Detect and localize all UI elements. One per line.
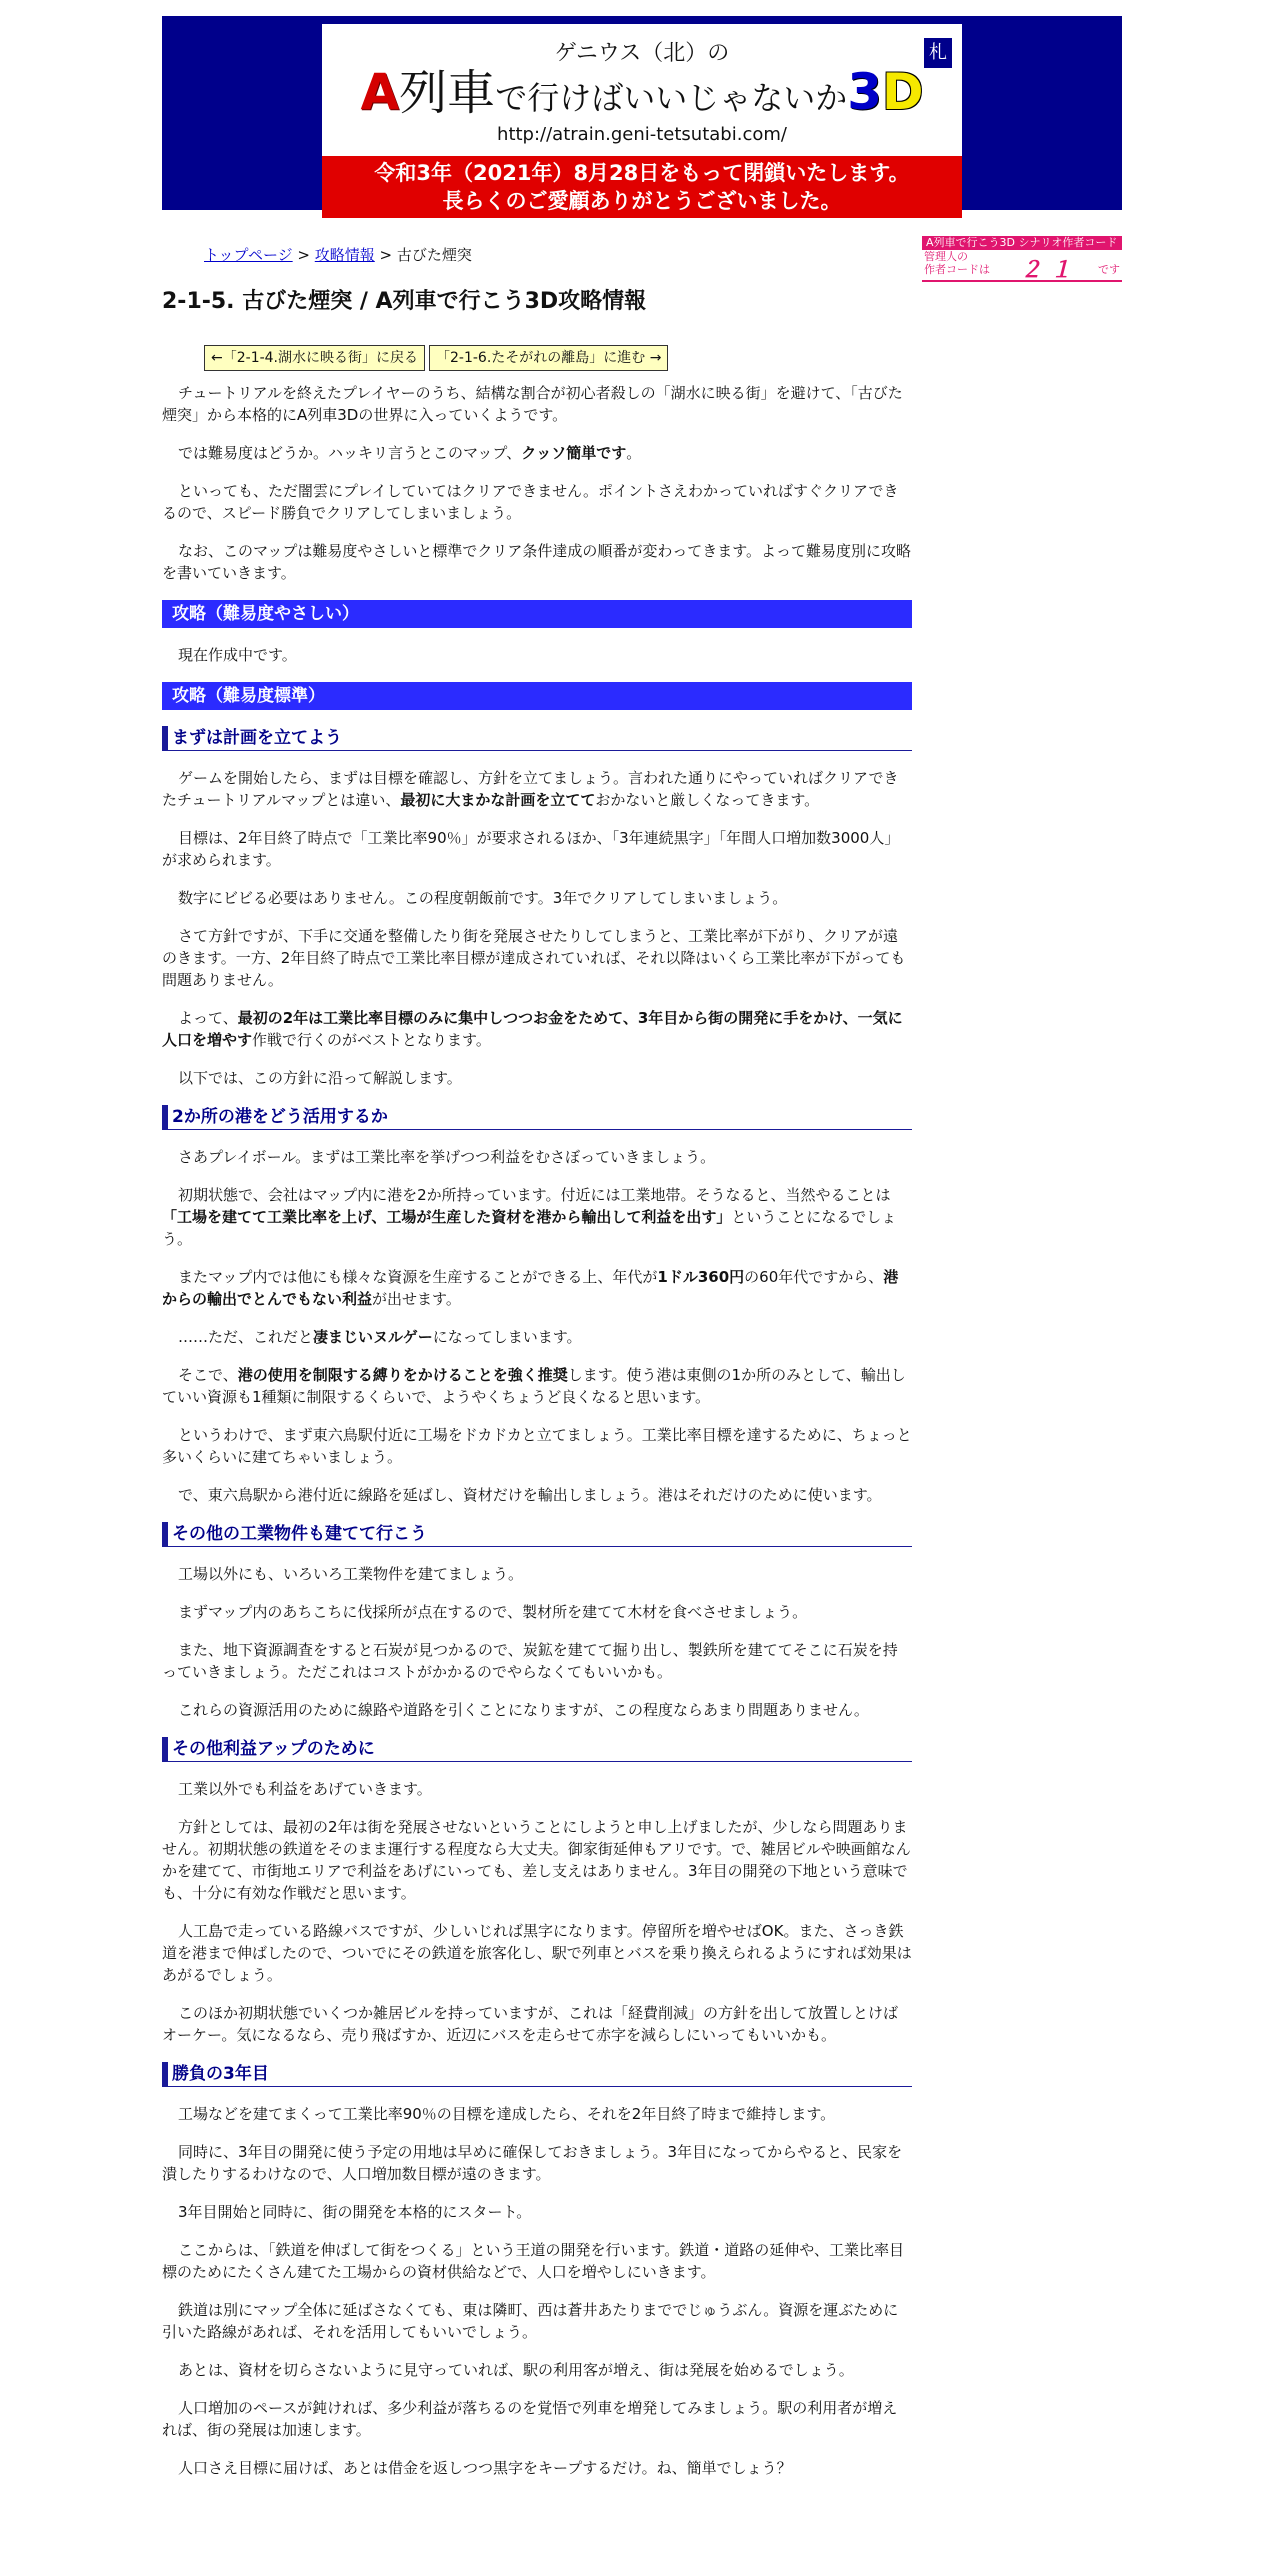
- site-title: [322, 62, 962, 128]
- text: ゲームを開始したら、まずは目標を確認し、方針を立てましょう。言われた通りにやっていればクリアできたチュートリアルマップとは違い、: [162, 769, 899, 809]
- paragraph: というわけで、まず東六鳥駅付近に工場をドカドカと立てましょう。工業比率目標を達するために、ちょっと多いくらいに建てちゃいましょう。: [162, 1426, 912, 1466]
- region-badge: 札: [924, 38, 952, 68]
- emphasis: 1ドル360円: [657, 1268, 745, 1286]
- text: が出せます。: [372, 1290, 461, 1308]
- closing-line-1: 令和3年（2021年）8月28日をもって閉鎖いたします。: [374, 161, 910, 185]
- text: 初期状態で、会社はマップ内に港を2か所持っています。付近には工業地帯。そうなると、当然やることは: [178, 1186, 891, 1204]
- prev-page-button[interactable]: ←「2-1-4.湖水に映る街」に戻る: [204, 345, 425, 371]
- breadcrumb-separator: >: [292, 246, 315, 264]
- paragraph: さあプレイボール。まずは工業比率を挙げつつ利益をむさぼっていきましょう。: [178, 1148, 716, 1166]
- site-subtitle: ゲニウス（北）の: [554, 41, 730, 66]
- intro-paragraph: チュートリアルを終えたプレイヤーのうち、結構な割合が初心者殺しの「湖水に映る街」を避けて、「古びた煙突」から本格的にA列車3Dの世界に入っていくようです。: [162, 384, 903, 424]
- text: おかないと厳しくなってきます。: [595, 791, 820, 809]
- paragraph: [162, 1266, 912, 1310]
- text: になってしまいます。: [432, 1328, 582, 1346]
- emphasis: 凄まじいヌルゲー: [313, 1328, 433, 1346]
- intro-paragraph: なお、このマップは難易度やさしいと標準でクリア条件達成の順番が変わってきます。よって難易度別に攻略を書いていきます。: [162, 542, 912, 582]
- site-banner[interactable]: [162, 16, 1122, 213]
- title-letter-d: D: [882, 63, 924, 121]
- emphasis: 最初の2年は工業比率目標のみに集中しつつお金をためて、3年目から街の開発に手をかけ、一気に人口を増やす: [162, 1009, 903, 1049]
- title-letter-a: A: [360, 63, 400, 121]
- paragraph: [162, 767, 912, 811]
- breadcrumb-current: 古びた煙突: [396, 246, 472, 264]
- emphasis: 「工場を建てて工業比率を上げ、工場が生産した資材を港から輸出して利益を出す」: [162, 1208, 732, 1226]
- paragraph: あとは、資材を切らさないように見守っていれば、駅の利用客が増え、街は発展を始めるでしょう。: [178, 2361, 854, 2379]
- scenario-code-line1: 管理人の: [924, 250, 968, 263]
- text: よって、: [178, 1009, 238, 1027]
- text: では難易度はどうか。ハッキリ言うとこのマップ、: [178, 444, 522, 462]
- text: します。使う港は東側の1か所のみとして、輸出していい資源も1種類に制限するくらいで、ようやくちょうど良くなると思います。: [162, 1366, 906, 1406]
- text: またマップ内では他にも様々な資源を生産することができる上、年代が: [178, 1268, 658, 1286]
- paragraph: 方針としては、最初の2年は街を発展させないということにしようと申し上げましたが、少しなら問題ありません。初期状態の鉄道をそのまま運行する程度なら大丈夫。御家街延伸もアリです。で、雑居ビルや映画館なんかを建てて、市街地エリアで利益をあげにいっても、差し支えはありません。3年目の開発の下地という意味でも、十分に有効な作戦だと思います。: [162, 1818, 911, 1902]
- paragraph: 現在作成中です。: [178, 646, 297, 664]
- intro-paragraph: といっても、ただ闇雲にプレイしていてはクリアできません。ポイントさえわかっていればすぐクリアできるので、スピード勝負でクリアしてしまいましょう。: [162, 482, 899, 522]
- scenario-code-header: A列車で行こう3D シナリオ作者コード: [922, 236, 1122, 250]
- paragraph: まずマップ内のあちこちに伐採所が点在するので、製材所を建てて木材を食べさせましょう。: [178, 1603, 808, 1621]
- breadcrumb-top-link[interactable]: トップページ: [204, 246, 293, 264]
- subsection-heading-ports: 2か所の港をどう活用するか: [162, 1105, 912, 1130]
- paragraph: さて方針ですが、下手に交通を整備したり街を発展させたりしてしまうと、工業比率が下がり、クリアが遠のきます。一方、2年目終了時点で工業比率目標が達成されていれば、それ以降はいくら工業比率が下がっても問題ありません。: [162, 927, 906, 989]
- section-heading-easy: 攻略（難易度やさしい）: [162, 600, 912, 628]
- title-ressha: 列車: [399, 65, 496, 121]
- scenario-code-line2: [922, 258, 1122, 283]
- paragraph: で、東六鳥駅から港付近に線路を延ばし、資材だけを輸出しましょう。港はそれだけのために使います。: [178, 1486, 882, 1504]
- breadcrumb-separator: >: [374, 246, 397, 264]
- paragraph: 人口増加のペースが鈍ければ、多少利益が落ちるのを覚悟で列車を増発してみましょう。駅の利用者が増えれば、街の発展は加速します。: [162, 2399, 898, 2439]
- intro-paragraph: [162, 442, 912, 464]
- paragraph: 工場以外にも、いろいろ工業物件を建てましょう。: [178, 1565, 524, 1583]
- scenario-code-suffix: です: [1098, 263, 1121, 276]
- closing-line-2: 長らくのご愛顧ありがとうございました。: [442, 189, 842, 213]
- paragraph: 人口さえ目標に届けば、あとは借金を返しつつ黒字をキープするだけ。ね、簡単でしょう？: [178, 2459, 792, 2477]
- closing-notice: [322, 156, 962, 218]
- banner-inner: [322, 24, 962, 213]
- emphasis: クッソ簡単です: [521, 444, 627, 462]
- scenario-code-prefix: 作者コードは: [924, 263, 990, 276]
- subsection-heading-plan: まずは計画を立てよう: [162, 726, 912, 751]
- paragraph: 鉄道は別にマップ全体に延ばさなくても、東は隣町、西は蒼井あたりまででじゅうぶん。資源を運ぶために引いた路線があれば、それを活用してもいいでしょう。: [162, 2301, 899, 2341]
- title-digit-3: 3: [847, 63, 882, 121]
- emphasis: 港からの輸出でとんでもない利益: [162, 1268, 899, 1308]
- subsection-heading-final-year: 勝負の3年目: [162, 2062, 912, 2087]
- page-title: 2-1-5. 古びた煙突 / A列車で行こう3D攻略情報: [162, 289, 647, 314]
- paragraph: 同時に、3年目の開発に使う予定の用地は早めに確保しておきましょう。3年目になってからやると、民家を潰したりするわけなので、人口増加数目標が遠のきます。: [162, 2143, 903, 2183]
- next-page-button[interactable]: 「2-1-6.たそがれの離島」に進む →: [429, 345, 668, 371]
- text: 作戦で行くのがベストとなります。: [252, 1031, 491, 1049]
- text: そこで、: [178, 1366, 238, 1384]
- scenario-code-number: ２１: [1020, 258, 1081, 283]
- paragraph: 数字にビビる必要はありません。この程度朝飯前です。3年でクリアしてしまいましょう。: [178, 889, 788, 907]
- text: ということになるでしょう。: [162, 1208, 897, 1248]
- paragraph: このほか初期状態でいくつか雑居ビルを持っていますが、これは「経費削減」の方針を出して放置しとけばオーケー。気になるなら、売り飛ばすか、近辺にバスを走らせて赤字を減らしにいってもいいかも。: [162, 2004, 899, 2044]
- paragraph: また、地下資源調査をすると石炭が見つかるので、炭鉱を建てて掘り出し、製鉄所を建ててそこに石炭を持っていきましょう。ただこれはコストがかかるのでやらなくてもいいかも。: [162, 1641, 898, 1681]
- emphasis: 港の使用を制限する縛りをかけることを強く推奨: [237, 1366, 568, 1384]
- subsection-heading-profit: その他利益アップのために: [162, 1737, 912, 1762]
- paragraph: [162, 1364, 912, 1408]
- paragraph: ここからは、「鉄道を伸ばして街をつくる」という王道の開発を行います。鉄道・道路の延伸や、工業比率目標のためにたくさん建てた工場からの資材供給などで、人口を増やしにいきます。: [162, 2241, 905, 2281]
- section-heading-standard: 攻略（難易度標準）: [162, 682, 912, 710]
- paragraph: 以下では、この方針に沿って解説します。: [178, 1069, 462, 1087]
- paragraph: 工業以外でも利益をあげていきます。: [178, 1780, 432, 1798]
- paragraph: [162, 1326, 912, 1348]
- subsection-heading-other-industry: その他の工業物件も建てて行こう: [162, 1522, 912, 1547]
- breadcrumb-guide-link[interactable]: 攻略情報: [314, 246, 375, 264]
- text: の60年代ですから、: [744, 1268, 884, 1286]
- paragraph: [162, 1007, 912, 1051]
- breadcrumb: [204, 244, 472, 265]
- paragraph: これらの資源活用のために線路や道路を引くことになりますが、この程度ならあまり問題ありません。: [178, 1701, 869, 1719]
- text: 。: [626, 444, 642, 462]
- paragraph: 3年目開始と同時に、街の開発を本格的にスタート。: [178, 2203, 532, 2221]
- paragraph: 人工島で走っている路線バスですが、少しいじれば黒字になります。停留所を増やせばOK。また、さっき鉄道を港まで伸ばしたので、ついでにその鉄道を旅客化し、駅で列車とバスを乗り換えられるようにすれば効果はあがるでしょう。: [162, 1922, 912, 1984]
- text: ……ただ、これだと: [178, 1328, 314, 1346]
- paragraph: 工場などを建てまくって工業比率90％の目標を達成したら、それを2年目終了時まで維持します。: [178, 2105, 836, 2123]
- scenario-code-box: [922, 236, 1122, 282]
- paragraph: 目標は、2年目終了時点で「工業比率90％」が要求されるほか、「3年連続黒字」「年間人口増加数3000人」が求められます。: [162, 829, 900, 869]
- title-rest: で行けばいいじゃないか: [495, 79, 848, 117]
- page-nav: [204, 345, 668, 371]
- paragraph: [162, 1184, 912, 1250]
- emphasis: 最初に大まかな計画を立てて: [400, 791, 596, 809]
- article-body: [162, 382, 912, 2495]
- site-url: http://atrain.geni-tetsutabi.com/: [497, 124, 787, 145]
